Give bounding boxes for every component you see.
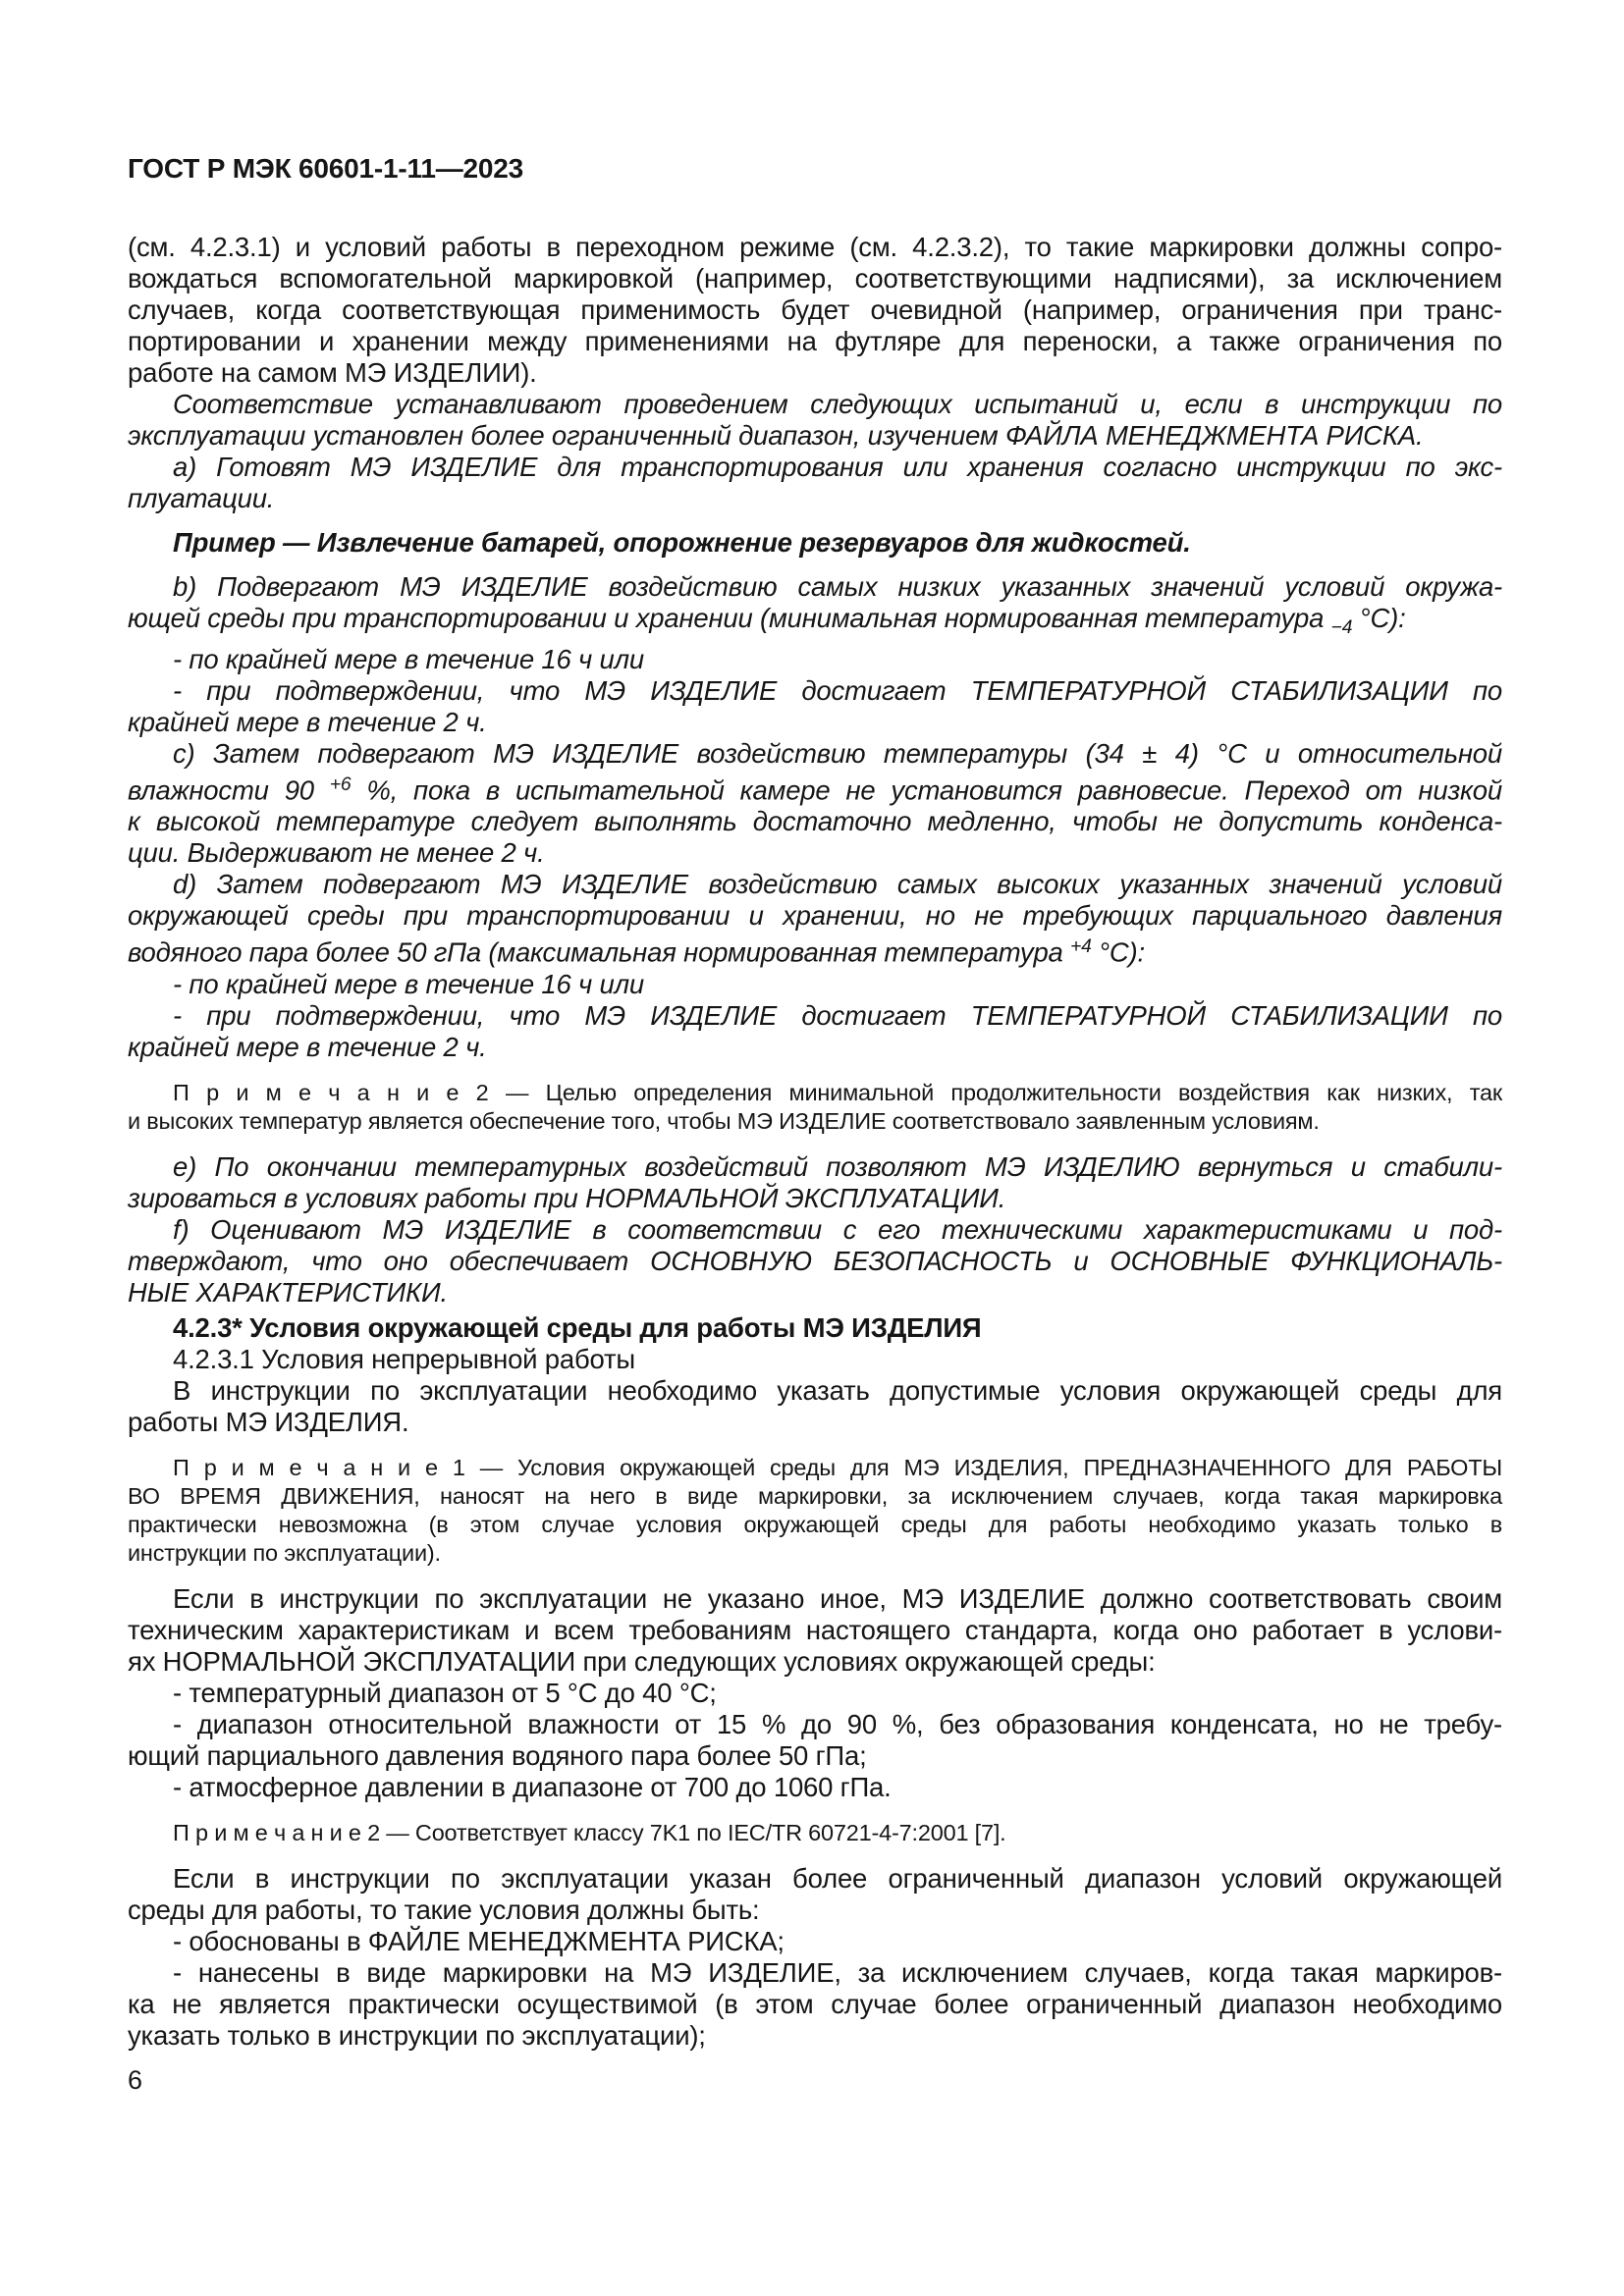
superscript-text: +4 [1070,936,1092,958]
text-line: вождаться вспомогательной маркировкой (например, соответствующими надписями), за исключением [128,263,1502,294]
text-line: - обоснованы в ФАЙЛЕ МЕНЕДЖМЕНТА РИСКА; [173,1926,785,1957]
text-line: - атмосферное давлении в диапазоне от 700 до 1060 гПа. [173,1772,892,1803]
text-line: крайней мере в течение 2 ч. [128,706,487,737]
superscript-text: +6 [329,774,352,795]
text-line: среды для работы, то такие условия должны быть: [128,1895,760,1926]
text-line: (см. 4.2.3.1) и условий работы в переходном режиме (см. 4.2.3.2), то такие маркировки должны сопро- [128,232,1502,262]
compliance-paragraph [128,1214,1502,1308]
compliance-paragraph [128,452,1502,514]
compliance-paragraph [128,969,1502,1000]
compliance-paragraph [128,738,1502,870]
text-line: - при подтверждении, что МЭ ИЗДЕЛИЕ достигает ТЕМПЕРАТУРНОЙ СТАБИЛИЗАЦИИ по [173,674,1502,706]
text-line: 4.2.3.1 Условия непрерывной работы [173,1344,635,1375]
paragraph [128,1678,1502,1709]
subsection-heading [128,1344,1502,1375]
text-line: b) Подвергают МЭ ИЗДЕЛИЕ воздействию самых низких указанных значений условий окружа- [173,571,1502,602]
text-line: ющей среды при транспортировании и хранении (минимальная нормированная температура $_{-4}$ °С): [128,603,1406,638]
note-paragraph [128,1819,1502,1847]
text-line: портировании и хранении между применениями на футляре для переноски, а также ограничения по [128,326,1502,356]
compliance-paragraph [128,644,1502,675]
paragraph [128,1709,1502,1772]
text-line: плуатации. [128,483,275,513]
paragraph [128,1772,1502,1803]
note-paragraph [128,1079,1502,1136]
text-line: техническим характеристикам и всем требованиям настоящего стандарта, когда оно работает в услови- [128,1615,1502,1646]
text-line: ции. Выдерживают не менее 2 ч. [128,837,545,869]
text-line: случаев, когда соответствующая применимость будет очевидной (например, ограничения при транс- [128,294,1502,325]
text-line: ющий парциального давления водяного пара более 50 гПа; [128,1740,867,1772]
compliance-paragraph [128,1151,1502,1214]
text-line: влажности 90 $^{+6}$ %, пока в испытательной камере не установится равновесие. Переход от низкой [128,774,1502,806]
text-line: d) Затем подвергают МЭ ИЗДЕЛИЕ воздействию самых высоких указанных значений условий [173,869,1502,900]
text-line: П р и м е ч а н и е 2 — Целью определения минимальной продолжительности воздействия как низких, так [173,1080,1502,1106]
text-line: водяного пара более 50 гПа (максимальная нормированная температура $^{+4}$ °С): [128,936,1145,969]
text-line: зироваться в условиях работы при НОРМАЛЬНОЙ ЭКСПЛУАТАЦИИ. [128,1183,1006,1214]
compliance-paragraph [128,1000,1502,1063]
document-content [128,232,1502,2052]
text-line: - по крайней мере в течение 16 ч или [173,643,645,674]
text-line: Если в инструкции по эксплуатации указан более ограниченный диапазон условий окружающей [173,1863,1502,1895]
text-line: крайней мере в течение 2 ч. [128,1032,487,1063]
text-line: НЫЕ ХАРАКТЕРИСТИКИ. [128,1277,448,1308]
text-line: ка не является практически осуществимой (в этом случае более ограниченный диапазон необходимо [128,1989,1502,2020]
example-paragraph [128,527,1502,559]
text-line: и высоких температур является обеспечение того, чтобы МЭ ИЗДЕЛИЕ соответствовало заявленным условиям. [128,1108,1320,1135]
text-line: работе на самом МЭ ИЗДЕЛИИ). [128,357,537,388]
text-line: 4.2.3* Условия окружающей среды для работы МЭ ИЗДЕЛИЯ [173,1312,982,1344]
compliance-paragraph [128,389,1502,452]
compliance-paragraph [128,675,1502,738]
paragraph [128,1375,1502,1438]
text-line: - при подтверждении, что МЭ ИЗДЕЛИЕ достигает ТЕМПЕРАТУРНОЙ СТАБИЛИЗАЦИИ по [173,1000,1502,1032]
text-line: В инструкции по эксплуатации необходимо указать допустимые условия окружающей среды для [173,1375,1502,1407]
text-line: окружающей среды при транспортировании и хранении, но не требующих парциального давления [128,900,1502,932]
section-heading [128,1312,1502,1344]
paragraph [128,1957,1502,2052]
text-line: a) Готовят МЭ ИЗДЕЛИЕ для транспортирования или хранения согласно инструкции по экс- [173,452,1502,482]
text-line: Пример — Извлечение батарей, опорожнение резервуаров для жидкостей. [173,527,1191,558]
text-line: П р и м е ч а н и е 1 — Условия окружающей среды для МЭ ИЗДЕЛИЯ, ПРЕДНАЗНАЧЕННОГО ДЛЯ РАБОТЫ [173,1455,1502,1481]
text-line: практически невозможна (в этом случае условия окружающей среды для работы необходимо указать только в [128,1512,1502,1538]
text-line: П р и м е ч а н и е 2 — Соответствует классу 7K1 по IEC/TR 60721-4-7:2001 [7]. [173,1820,1006,1846]
page-number: 6 [128,2065,143,2095]
note-paragraph [128,1454,1502,1568]
compliance-paragraph [128,869,1502,969]
subscript-text: −4 [1330,616,1353,638]
paragraph [128,232,1502,389]
text-line: - нанесены в виде маркировки на МЭ ИЗДЕЛИЕ, за исключением случаев, когда такая маркиров- [173,1957,1502,1989]
text-line: работы МЭ ИЗДЕЛИЯ. [128,1407,409,1438]
text-line: инструкции по эксплуатации). [128,1540,441,1567]
text-line: Если в инструкции по эксплуатации не указано иное, МЭ ИЗДЕЛИЕ должно соответствовать своим [173,1583,1502,1615]
compliance-paragraph [128,571,1502,644]
text-line: c) Затем подвергают МЭ ИЗДЕЛИЕ воздействию температуры (34 ± 4) °С и относительной [173,737,1502,769]
text-line: ях НОРМАЛЬНОЙ ЭКСПЛУАТАЦИИ при следующих условиях окружающей среды: [128,1646,1156,1678]
text-line: эксплуатации установлен более ограниченный диапазон, изучением ФАЙЛА МЕНЕДЖМЕНТА РИСКА. [128,420,1424,451]
text-line: тверждают, что оно обеспечивает ОСНОВНУЮ БЕЗОПАСНОСТЬ и ОСНОВНЫЕ ФУНКЦИОНАЛЬ- [128,1246,1502,1277]
text-line: - диапазон относительной влажности от 15 % до 90 %, без образования конденсата, но не требу- [173,1709,1502,1740]
paragraph [128,1863,1502,1926]
text-line: e) По окончании температурных воздействий позволяют МЭ ИЗДЕЛИЮ вернуться и стабили- [173,1151,1502,1183]
paragraph [128,1583,1502,1678]
text-line: указать только в инструкции по эксплуатации); [128,2020,706,2052]
document-header-standard-number: ГОСТ Р МЭК 60601-1-11—2023 [128,153,524,184]
text-line: f) Оценивают МЭ ИЗДЕЛИЕ в соответствии с его техническими характеристиками и под- [173,1214,1502,1246]
text-line: к высокой температуре следует выполнять достаточно медленно, чтобы не допустить конденса- [128,806,1502,837]
paragraph [128,1926,1502,1957]
text-line: - температурный диапазон от 5 °С до 40 °С; [173,1678,717,1709]
text-line: ВО ВРЕМЯ ДВИЖЕНИЯ, наносят на него в виде маркировки, за исключением случаев, когда такая маркировка [128,1483,1502,1510]
text-line: Соответствие устанавливают проведением следующих испытаний и, если в инструкции по [173,389,1502,419]
text-line: - по крайней мере в течение 16 ч или [173,969,645,1000]
